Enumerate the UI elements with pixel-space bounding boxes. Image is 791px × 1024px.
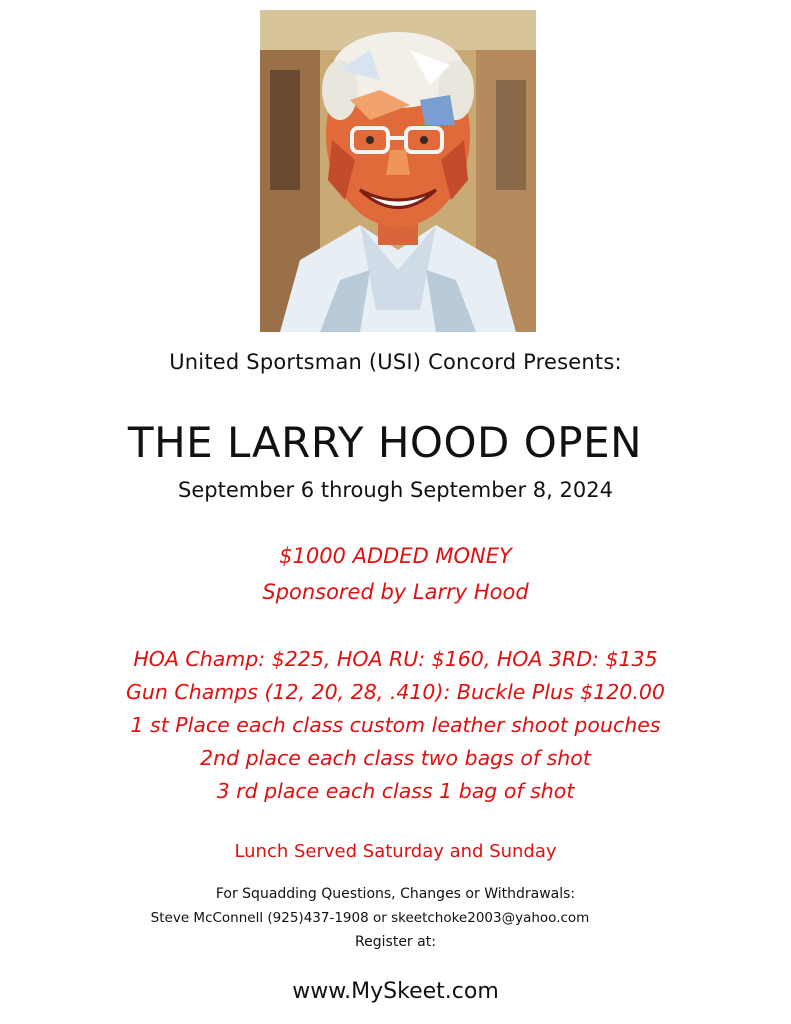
sponsor-line: Sponsored by Larry Hood — [262, 580, 529, 604]
added-money: $1000 ADDED MONEY — [279, 544, 512, 568]
prize-line: 2nd place each class two bags of shot — [200, 746, 591, 770]
event-title: THE LARRY HOOD OPEN — [127, 418, 643, 467]
prize-line: 3 rd place each class 1 bag of shot — [216, 779, 575, 803]
register-label: Register at: — [355, 934, 436, 950]
website-link[interactable]: www.MySkeet.com — [292, 979, 499, 1004]
prize-line: HOA Champ: $225, HOA RU: $160, HOA 3RD: $135 — [133, 647, 658, 671]
portrait-image — [260, 10, 536, 332]
event-dates: September 6 through September 8, 2024 — [178, 478, 613, 502]
prize-line: 1 st Place each class custom leather shoot pouches — [130, 713, 661, 737]
prize-line: Gun Champs (12, 20, 28, .410): Buckle Plus $120.00 — [126, 680, 665, 704]
contact-heading: For Squadding Questions, Changes or Withdrawals: — [215, 886, 576, 902]
contact-line: Steve McConnell (925)437-1908 or skeetchoke2003@yahoo.com — [150, 910, 590, 926]
presenter-line: United Sportsman (USI) Concord Presents: — [169, 350, 622, 374]
lunch-info: Lunch Served Saturday and Sunday — [234, 841, 557, 862]
